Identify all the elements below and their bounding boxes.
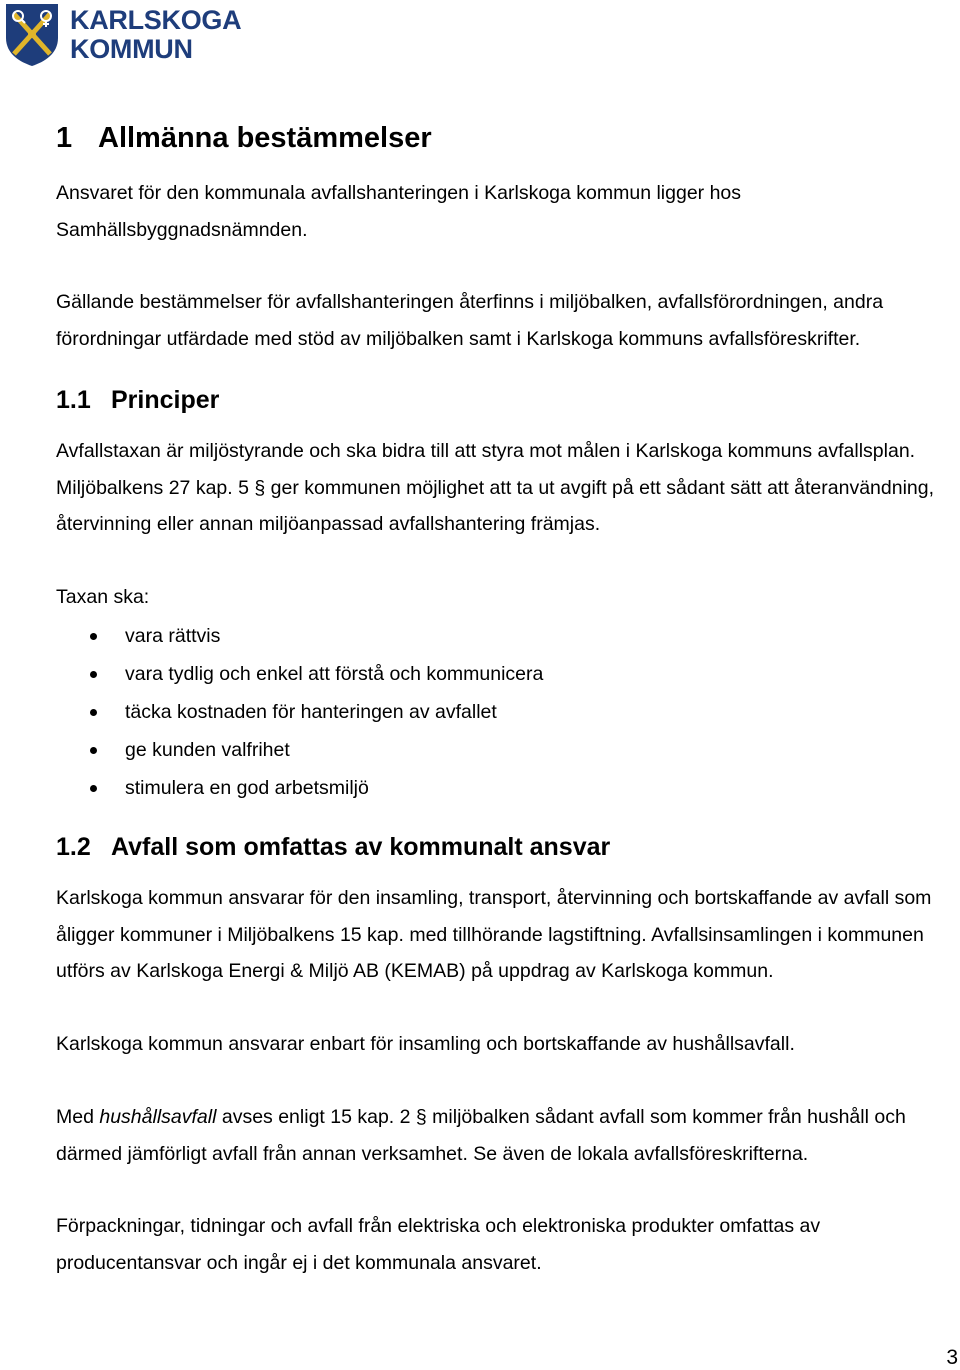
page-number: 3 xyxy=(946,1346,958,1369)
section-1-title: Allmänna bestämmelser xyxy=(98,122,432,154)
logo-line-2: KOMMUN xyxy=(70,34,193,64)
section-1-paragraph-1: Ansvaret för den kommunala avfallshanteringen i Karlskoga kommun ligger hos Samhällsbyggnadsnämnden. xyxy=(56,182,742,241)
section-1-2-title: Avfall som omfattas av kommunalt ansvar xyxy=(111,833,611,861)
bullet-icon xyxy=(90,785,97,792)
section-1-heading xyxy=(56,122,432,155)
section-1-1-paragraph: Avfallstaxan är miljöstyrande och ska bidra till att styra mot målen i Karlskoga kommuns avfallsplan. Miljöbalkens 27 kap. 5 § ger kommunen möjlighet att ta ut avgift på ett sådant sätt att återanvändning, återvinning eller annan miljöanpassad avfallshantering främjas. xyxy=(56,440,935,535)
emphasis-term: hushållsavfall xyxy=(99,1106,217,1128)
coat-of-arms-icon xyxy=(4,2,60,68)
section-1-2-paragraph-4: Förpackningar, tidningar och avfall från elektriska och elektroniska produkter omfattas av producentansvar och ingår ej i det kommunala ansvaret. xyxy=(56,1215,821,1274)
bullet-icon xyxy=(90,671,97,678)
list-item: ge kunden valfrihet xyxy=(56,731,543,769)
section-1-1-number: 1.1 xyxy=(56,386,91,414)
section-1-2-paragraph-1: Karlskoga kommun ansvarar för den insamling, transport, återvinning och bortskaffande av avfall som åligger kommuner i Miljöbalkens 15 kap. med tillhörande lagstiftning. Avfallsinsamlingen i kommunen utförs av Karlskoga Energi & Miljö AB (KEMAB) på uppdrag av Karlskoga kommun. xyxy=(56,887,932,982)
list-intro: Taxan ska: xyxy=(56,586,150,608)
bullet-icon xyxy=(90,747,97,754)
list-item: stimulera en god arbetsmiljö xyxy=(56,769,543,807)
logo xyxy=(4,2,241,68)
section-1-paragraph-2: Gällande bestämmelser för avfallshanteringen återfinns i miljöbalken, avfallsförordningen, andra förordningar utfärdade med stöd av miljöbalken samt i Karlskoga kommuns avfallsföreskrifter. xyxy=(56,291,884,350)
bullet-icon xyxy=(90,633,97,640)
section-1-2-paragraph-2: Karlskoga kommun ansvarar enbart för insamling och bortskaffande av hushållsavfall. xyxy=(56,1033,795,1055)
logo-line-1: KARLSKOGA xyxy=(70,5,242,35)
section-1-2-heading xyxy=(56,833,610,862)
principles-list xyxy=(56,617,543,807)
list-item: vara rättvis xyxy=(56,617,543,655)
list-item: täcka kostnaden för hanteringen av avfallet xyxy=(56,693,543,731)
section-1-2-paragraph-3: Med hushållsavfall avses enligt 15 kap. 2 § miljöbalken sådant avfall som kommer från hushåll och därmed jämförligt avfall från annan verksamhet. Se även de lokala avfallsföreskrifterna. xyxy=(56,1106,906,1165)
list-item: vara tydlig och enkel att förstå och kommunicera xyxy=(56,655,543,693)
section-1-2-number: 1.2 xyxy=(56,833,91,861)
section-1-1-heading xyxy=(56,386,219,415)
bullet-icon xyxy=(90,709,97,716)
section-1-number: 1 xyxy=(56,122,73,154)
section-1-1-title: Principer xyxy=(111,386,220,414)
logo-text xyxy=(70,6,241,64)
